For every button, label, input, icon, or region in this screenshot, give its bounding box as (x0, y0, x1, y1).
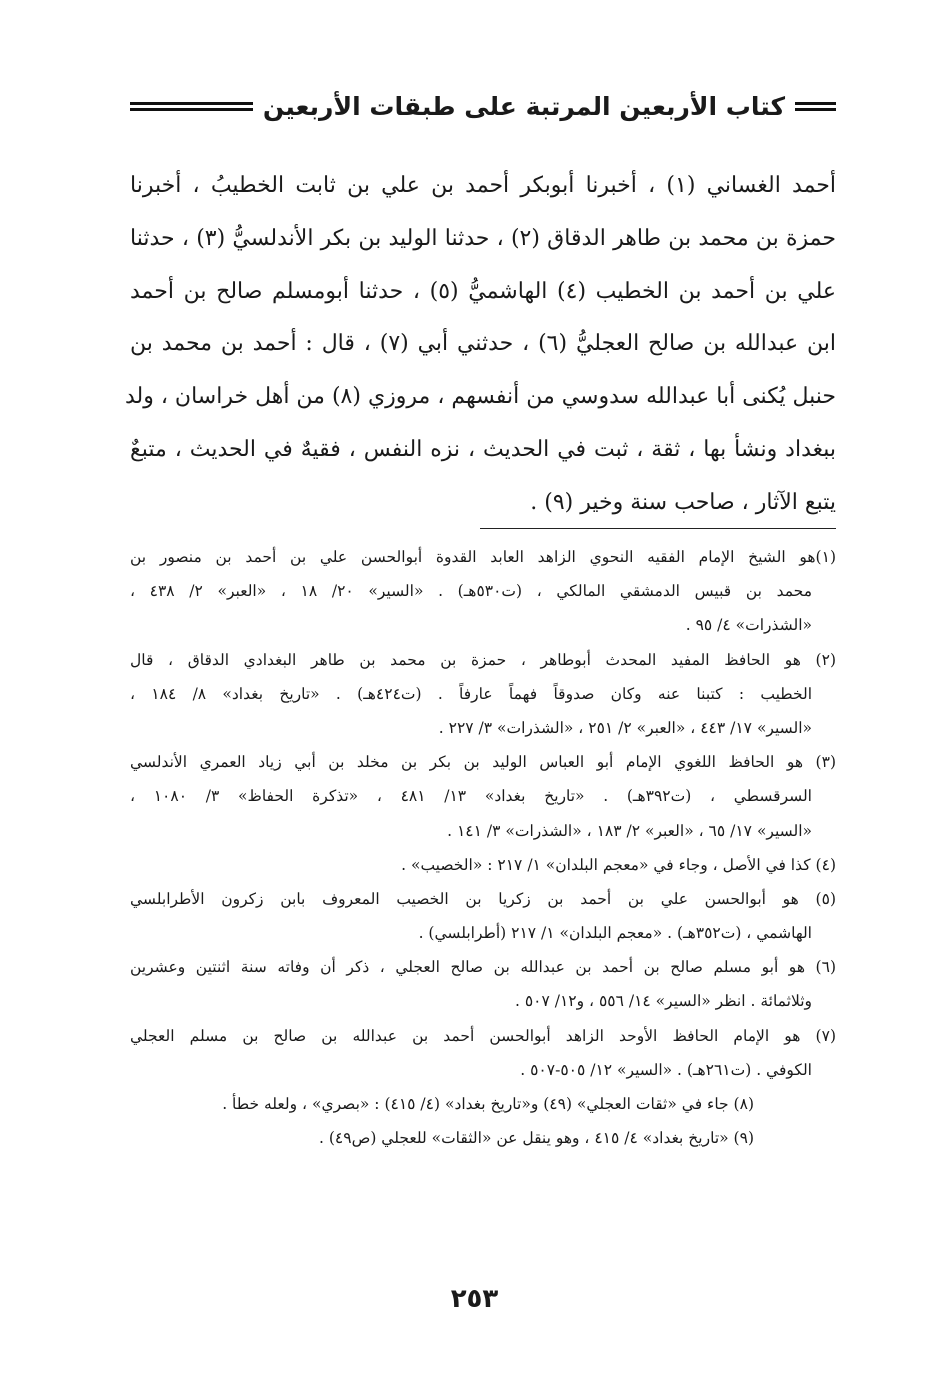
main-text-line: يتبع الآثار ، صاحب سنة وخير (٩) . (530, 489, 836, 515)
footnote-line: (٩) «تاريخ بغداد» ٤/ ٤١٥ ، وهو ينقل عن «الثقات» للعجلي (ص٤٩) . (319, 1129, 754, 1148)
footnote-line: (٧) هو الإمام الحافظ الأوحد الزاهد أبوالحسن أحمد بن عبدالله بن صالح بن مسلم العجلي (130, 1026, 836, 1045)
footnote-line: محمد بن قبيس الدمشقي المالكي ، (ت٥٣٠هـ) . «السير» ٢٠/ ١٨ ، «العبر» ٢/ ٤٣٨ ، (130, 582, 812, 601)
main-text-line: ببغداد ونشأ بها ، ثقة ، ثبت في الحديث ، نزه النفس ، فقيهٌ في الحديث ، متبعٌ (130, 436, 836, 462)
main-text (124, 160, 836, 530)
footnote-line: (١)هو الشيخ الإمام الفقيه النحوي الزاهد العابد القدوة أبوالحسن علي بن أحمد بن منصور بن (130, 548, 836, 566)
main-text-line: حمزة بن محمد بن طاهر الدقاق (٢) ، حدثنا الوليد بن بكر الأندلسيُّ (٣) ، حدثنا (130, 225, 836, 251)
footnote-line: (٤) كذا في الأصل ، وجاء في «معجم البلدان» ١/ ٢١٧ : «الخصيب» . (401, 855, 836, 874)
footnote-line: (٣) هو الحافظ اللغوي الإمام أبو العباس الوليد بن بكر بن مخلد بن أبي زياد العمري الأندلسي (130, 753, 836, 772)
footnote-line: الكوفي . (ت٢٦١هـ) . «السير» ١٢/ ٥٠٥-٥٠٧ . (520, 1060, 812, 1079)
footnote-line: وثلاثمائة . انظر «السير» ١٤/ ٥٥٦ ، و١٢/ ٥٠٧ . (514, 992, 812, 1011)
footnote-line: «الشذرات» ٤/ ٩٥ . (685, 616, 812, 635)
main-text-line: ابن عبدالله بن صالح العجليُّ (٦) ، حدثني أبي (٧) ، قال : أحمد بن محمد بن (130, 331, 836, 357)
footnote-line: (٨) جاء في «ثقات العجلي» (٤٩) و«تاريخ بغداد» (٤/ ٤١٥) : «بصري» ، ولعله خطأ . (222, 1095, 754, 1113)
footnote-line: (٦) هو أبو مسلم صالح بن أحمد بن عبدالله بن صالح العجلي ، ذكر أن وفاته سنة اثنتين وعشرين (130, 958, 836, 977)
footnote-line: (٥) هو أبوالحسن علي بن أحمد بن زكريا بن الخصيب المعروف بابن زكرون الأطرابلسي (130, 889, 836, 908)
main-text-line: علي بن أحمد بن الخطيب (٤) الهاشميُّ (٥) ، حدثنا أبومسلم صالح بن أحمد (130, 278, 836, 304)
running-header (130, 86, 836, 126)
footnotes (130, 540, 836, 1155)
footnote-line: الهاشمي ، (ت٣٥٢هـ) . «معجم البلدان» ١/ ٢١٧ (أطرابلسي) . (418, 924, 812, 943)
main-text-line: حنبل يُكنى أبا عبدالله سدوسي من أنفسهم ، مروزي (٨) من أهل خراسان ، ولد (124, 384, 836, 410)
footnote-line: «السير» ١٧/ ٦٥ ، «العبر» ٢/ ١٨٣ ، «الشذرات» ٣/ ١٤١ . (447, 821, 812, 840)
header-title: كتاب الأربعين المرتبة على طبقات الأربعين (262, 91, 786, 121)
footnote-line: الخطيب : كتبنا عنه وكان صدوقاً فهماً عارفاً . (ت٤٢٤هـ) . «تاريخ بغداد» ٨/ ١٨٤ ، (130, 684, 813, 703)
footnote-line: «السير» ١٧/ ٤٤٣ ، «العبر» ٢/ ٢٥١ ، «الشذرات» ٣/ ٢٢٧ . (438, 718, 812, 737)
main-text-line: أحمد الغساني (١) ، أخبرنا أبوبكر أحمد بن علي بن ثابت الخطيبُ ، أخبرنا (130, 173, 836, 198)
header-rule-right (795, 102, 836, 111)
page-number: ٢٥٣ (450, 1284, 499, 1314)
footnote-separator (480, 528, 836, 529)
footnote-line: السرقسطي ، (ت٣٩٢هـ) . «تاريخ بغداد» ١٣/ ٤٨١ ، «تذكرة الحفاظ» ٣/ ١٠٨٠ ، (130, 787, 812, 806)
footnote-line: (٢) هو الحافظ المفيد المحدث أبوطاهر ، حمزة بن محمد بن طاهر البغدادي الدقاق ، قال (130, 650, 836, 669)
header-rule-left (130, 102, 253, 111)
